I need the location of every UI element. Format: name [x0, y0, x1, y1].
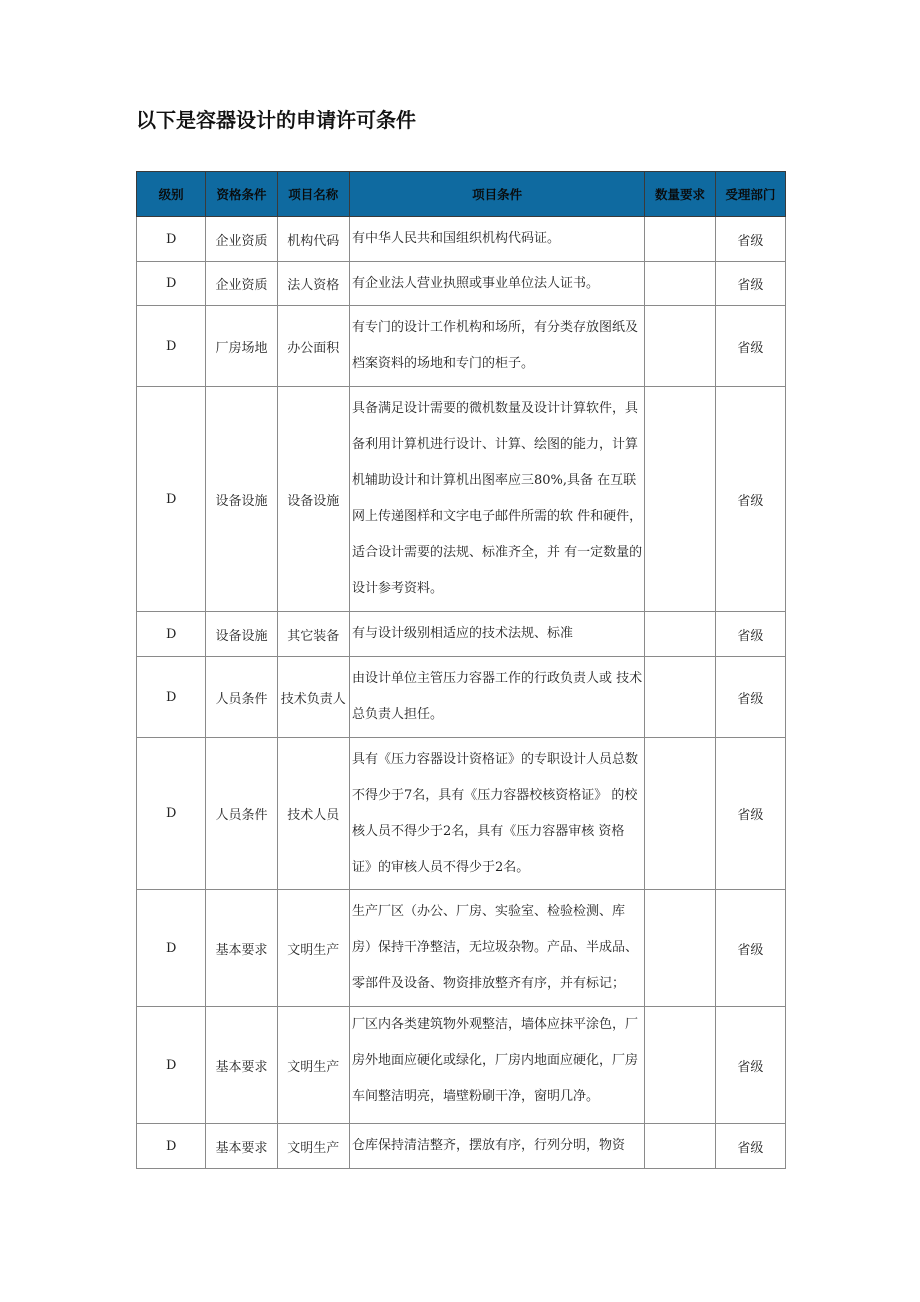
table-row: [137, 217, 786, 262]
cell-qualification: 基本要求: [206, 1124, 277, 1169]
cell-quantity: [645, 890, 715, 1007]
cell-quantity: [645, 1124, 715, 1169]
cell-condition: 具有《压力容器设计资格证》的专职设计人员总数不得少于7名，具有《压力容器校核资格证》 的校核人员不得少于2名，具有《压力容器审核 资格证》的审核人员不得少于2名。: [349, 738, 644, 890]
cell-quantity: [645, 262, 715, 306]
cell-qualification: 企业资质: [206, 262, 277, 306]
cell-level: D: [137, 306, 206, 387]
cell-department: 省级: [715, 387, 785, 612]
cell-level: D: [137, 262, 206, 306]
cell-item-name: 法人资格: [277, 262, 349, 306]
cell-condition: 仓库保持清洁整齐，摆放有序，行列分明，物资: [349, 1124, 644, 1169]
cell-department: 省级: [715, 217, 785, 262]
cell-condition: 生产厂区（办公、厂房、实验室、检验检测、库房）保持干净整洁，无垃圾杂物。产品、半成品、零部件及设备、物资排放整齐有序，并有标记；: [349, 890, 644, 1007]
cell-item-name: 设备设施: [277, 387, 349, 612]
cell-level: D: [137, 1124, 206, 1169]
table-row: [137, 890, 786, 1007]
cell-quantity: [645, 387, 715, 612]
requirements-table: [136, 171, 786, 1169]
cell-quantity: [645, 657, 715, 738]
cell-condition: 有与设计级别相适应的技术法规、标准: [349, 612, 644, 657]
cell-department: 省级: [715, 657, 785, 738]
cell-qualification: 基本要求: [206, 1007, 277, 1124]
cell-quantity: [645, 1007, 715, 1124]
cell-item-name: 技术人员: [277, 738, 349, 890]
cell-quantity: [645, 738, 715, 890]
cell-level: D: [137, 387, 206, 612]
cell-item-name: 办公面积: [277, 306, 349, 387]
table-row: [137, 1007, 786, 1124]
cell-condition: 厂区内各类建筑物外观整洁，墙体应抹平涂色，厂房外地面应硬化或绿化，厂房内地面应硬化，厂房车间整洁明亮，墙壁粉刷干净，窗明几净。: [349, 1007, 644, 1124]
cell-item-name: 文明生产: [277, 890, 349, 1007]
cell-department: 省级: [715, 262, 785, 306]
header-department: 受理部门: [715, 172, 785, 217]
table-row: [137, 262, 786, 306]
cell-qualification: 厂房场地: [206, 306, 277, 387]
header-item-condition: 项目条件: [349, 172, 644, 217]
cell-item-name: 其它装备: [277, 612, 349, 657]
cell-department: 省级: [715, 890, 785, 1007]
cell-level: D: [137, 217, 206, 262]
cell-item-name: 文明生产: [277, 1124, 349, 1169]
table-row: [137, 306, 786, 387]
cell-department: 省级: [715, 1007, 785, 1124]
cell-qualification: 人员条件: [206, 657, 277, 738]
header-qualification: 资格条件: [206, 172, 277, 217]
cell-quantity: [645, 217, 715, 262]
cell-condition: 由设计单位主管压力容器工作的行政负责人或 技术总负责人担任。: [349, 657, 644, 738]
cell-item-name: 机构代码: [277, 217, 349, 262]
cell-condition: 有企业法人营业执照或事业单位法人证书。: [349, 262, 644, 306]
cell-level: D: [137, 738, 206, 890]
cell-condition: 有专门的设计工作机构和场所，有分类存放图纸及档案资料的场地和专门的柜子。: [349, 306, 644, 387]
table-row: [137, 657, 786, 738]
cell-qualification: 设备设施: [206, 387, 277, 612]
table-row: [137, 387, 786, 612]
header-quantity: 数量要求: [645, 172, 715, 217]
cell-quantity: [645, 306, 715, 387]
cell-level: D: [137, 657, 206, 738]
cell-item-name: 文明生产: [277, 1007, 349, 1124]
header-level: 级别: [137, 172, 206, 217]
cell-qualification: 设备设施: [206, 612, 277, 657]
page-title: 以下是容器设计的申请许可条件: [136, 108, 416, 132]
table-row: [137, 1124, 786, 1169]
cell-qualification: 基本要求: [206, 890, 277, 1007]
cell-level: D: [137, 1007, 206, 1124]
cell-department: 省级: [715, 306, 785, 387]
table-row: [137, 612, 786, 657]
cell-qualification: 人员条件: [206, 738, 277, 890]
cell-level: D: [137, 890, 206, 1007]
cell-department: 省级: [715, 738, 785, 890]
cell-qualification: 企业资质: [206, 217, 277, 262]
cell-quantity: [645, 612, 715, 657]
cell-department: 省级: [715, 1124, 785, 1169]
table-header-row: [137, 172, 786, 217]
cell-condition: 有中华人民共和国组织机构代码证。: [349, 217, 644, 262]
cell-condition: 具备满足设计需要的微机数量及设计计算软件，具备利用计算机进行设计、计算、绘图的能力，计算机辅助设计和计算机出图率应三80%,具备 在互联网上传递图样和文字电子邮件所需的软 件和硬件，适合设计需要的法规、标准齐全，并 有一定数量的设计参考资料。: [349, 387, 644, 612]
cell-department: 省级: [715, 612, 785, 657]
table-row: [137, 738, 786, 890]
cell-level: D: [137, 612, 206, 657]
header-item-name: 项目名称: [277, 172, 349, 217]
cell-item-name: 技术负责人: [277, 657, 349, 738]
